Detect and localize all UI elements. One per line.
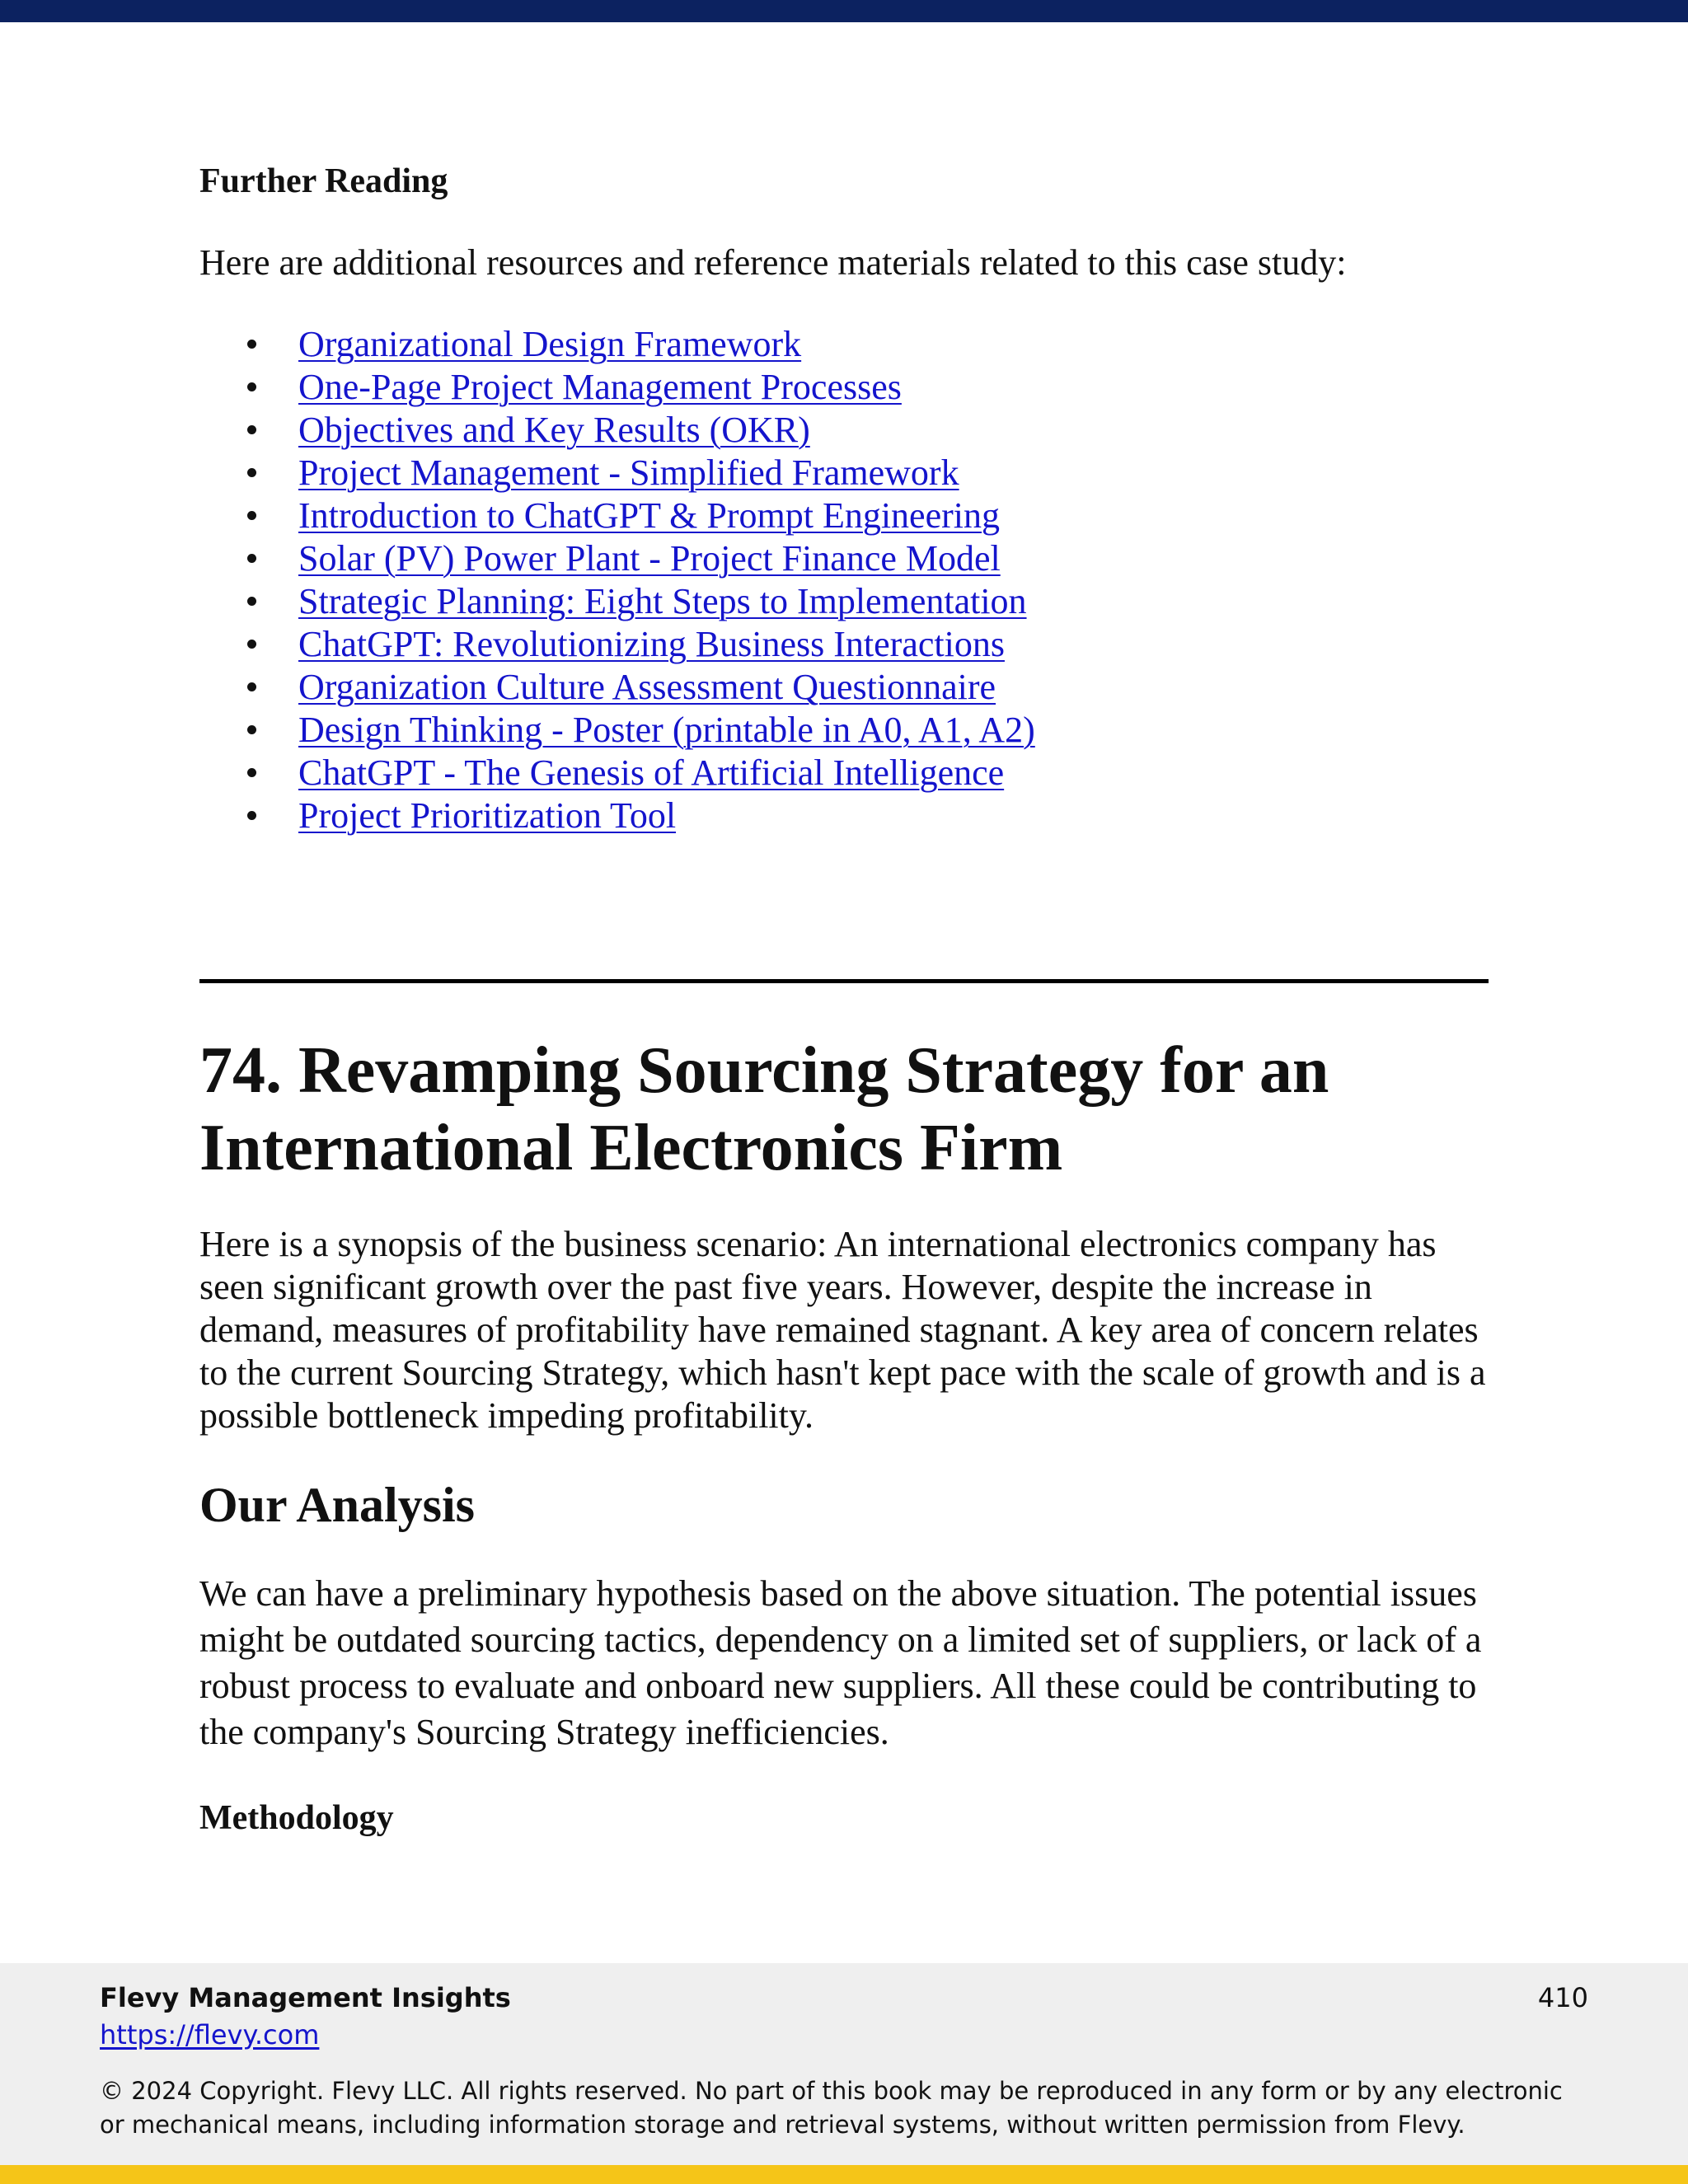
analysis-paragraph: We can have a preliminary hypothesis based on the above situation. The potential issues might be outdated sourcing tactics, dependency on a limited set of suppliers, or lack of a robust process to evaluate and onboard new suppliers. All these could be contributing to the company's Sourcing Strategy inefficiencies.	[199, 1573, 1482, 1752]
bullet-icon	[247, 511, 256, 520]
footer-website-link[interactable]: https://flevy.com	[100, 2019, 320, 2050]
list-item	[199, 623, 1035, 666]
synopsis-paragraph: Here is a synopsis of the business scenario: An international electronics company has seen significant growth over the past five years. However, despite the increase in demand, measures of profitability have remained stagnant. A key area of concern relates to the current Sourcing Strategy, which hasn't kept pace with the scale of growth and is a possible bottleneck impeding profitability.	[199, 1224, 1486, 1436]
resource-link[interactable]: One-Page Project Management Processes	[298, 367, 902, 407]
bullet-icon	[247, 554, 256, 563]
resource-link[interactable]: ChatGPT - The Genesis of Artificial Intelligence	[298, 752, 1005, 793]
list-item	[199, 323, 1035, 366]
resource-link[interactable]: Organization Culture Assessment Questionnaire	[298, 667, 996, 707]
resource-link[interactable]: Design Thinking - Poster (printable in A0, A1, A2)	[298, 710, 1035, 750]
page-number: 410	[1537, 1982, 1588, 2013]
top-color-bar	[0, 0, 1688, 22]
methodology-heading: Methodology	[199, 1799, 394, 1837]
resource-link[interactable]: Project Prioritization Tool	[298, 795, 677, 836]
resource-link[interactable]: Project Management - Simplified Framework	[298, 452, 959, 493]
resource-link[interactable]: Strategic Planning: Eight Steps to Implementation	[298, 581, 1027, 621]
further-reading-heading: Further Reading	[199, 162, 448, 200]
analysis-heading: Our Analysis	[199, 1478, 476, 1532]
bullet-icon	[247, 340, 256, 349]
bullet-icon	[247, 811, 256, 820]
bullet-icon	[247, 725, 256, 734]
list-item	[199, 366, 1035, 409]
list-item	[199, 752, 1035, 794]
bullet-icon	[247, 682, 256, 691]
list-item	[199, 794, 1035, 837]
list-item	[199, 709, 1035, 752]
list-item	[199, 537, 1035, 580]
resource-link[interactable]: Introduction to ChatGPT & Prompt Engineering	[298, 495, 1000, 536]
page-footer	[0, 1963, 1688, 2165]
bottom-color-bar	[0, 2165, 1688, 2184]
bullet-icon	[247, 597, 256, 606]
resource-link[interactable]: Objectives and Key Results (OKR)	[298, 410, 810, 450]
copyright-notice: © 2024 Copyright. Flevy LLC. All rights reserved. No part of this book may be reproduced in any form or by any electronic or mechanical means, including information storage and retrieval systems, without written permission from Flevy.	[100, 2077, 1563, 2139]
list-item	[199, 452, 1035, 494]
bullet-icon	[247, 425, 256, 434]
list-item	[199, 580, 1035, 623]
list-item	[199, 666, 1035, 709]
resource-list	[199, 323, 1035, 837]
list-item	[199, 409, 1035, 452]
resource-link[interactable]: ChatGPT: Revolutionizing Business Interactions	[298, 624, 1005, 664]
list-item	[199, 494, 1035, 537]
section-divider	[199, 979, 1489, 983]
bullet-icon	[247, 640, 256, 649]
resource-link[interactable]: Solar (PV) Power Plant - Project Finance Model	[298, 538, 1001, 579]
bullet-icon	[247, 382, 256, 391]
footer-brand: Flevy Management Insights	[100, 1982, 511, 2013]
further-reading-intro: Here are additional resources and reference materials related to this case study:	[199, 242, 1347, 283]
resource-link[interactable]: Organizational Design Framework	[298, 324, 802, 364]
case-study-title: 74. Revamping Sourcing Strategy for an International Electronics Firm	[199, 1034, 1329, 1184]
bullet-icon	[247, 468, 256, 477]
bullet-icon	[247, 768, 256, 777]
